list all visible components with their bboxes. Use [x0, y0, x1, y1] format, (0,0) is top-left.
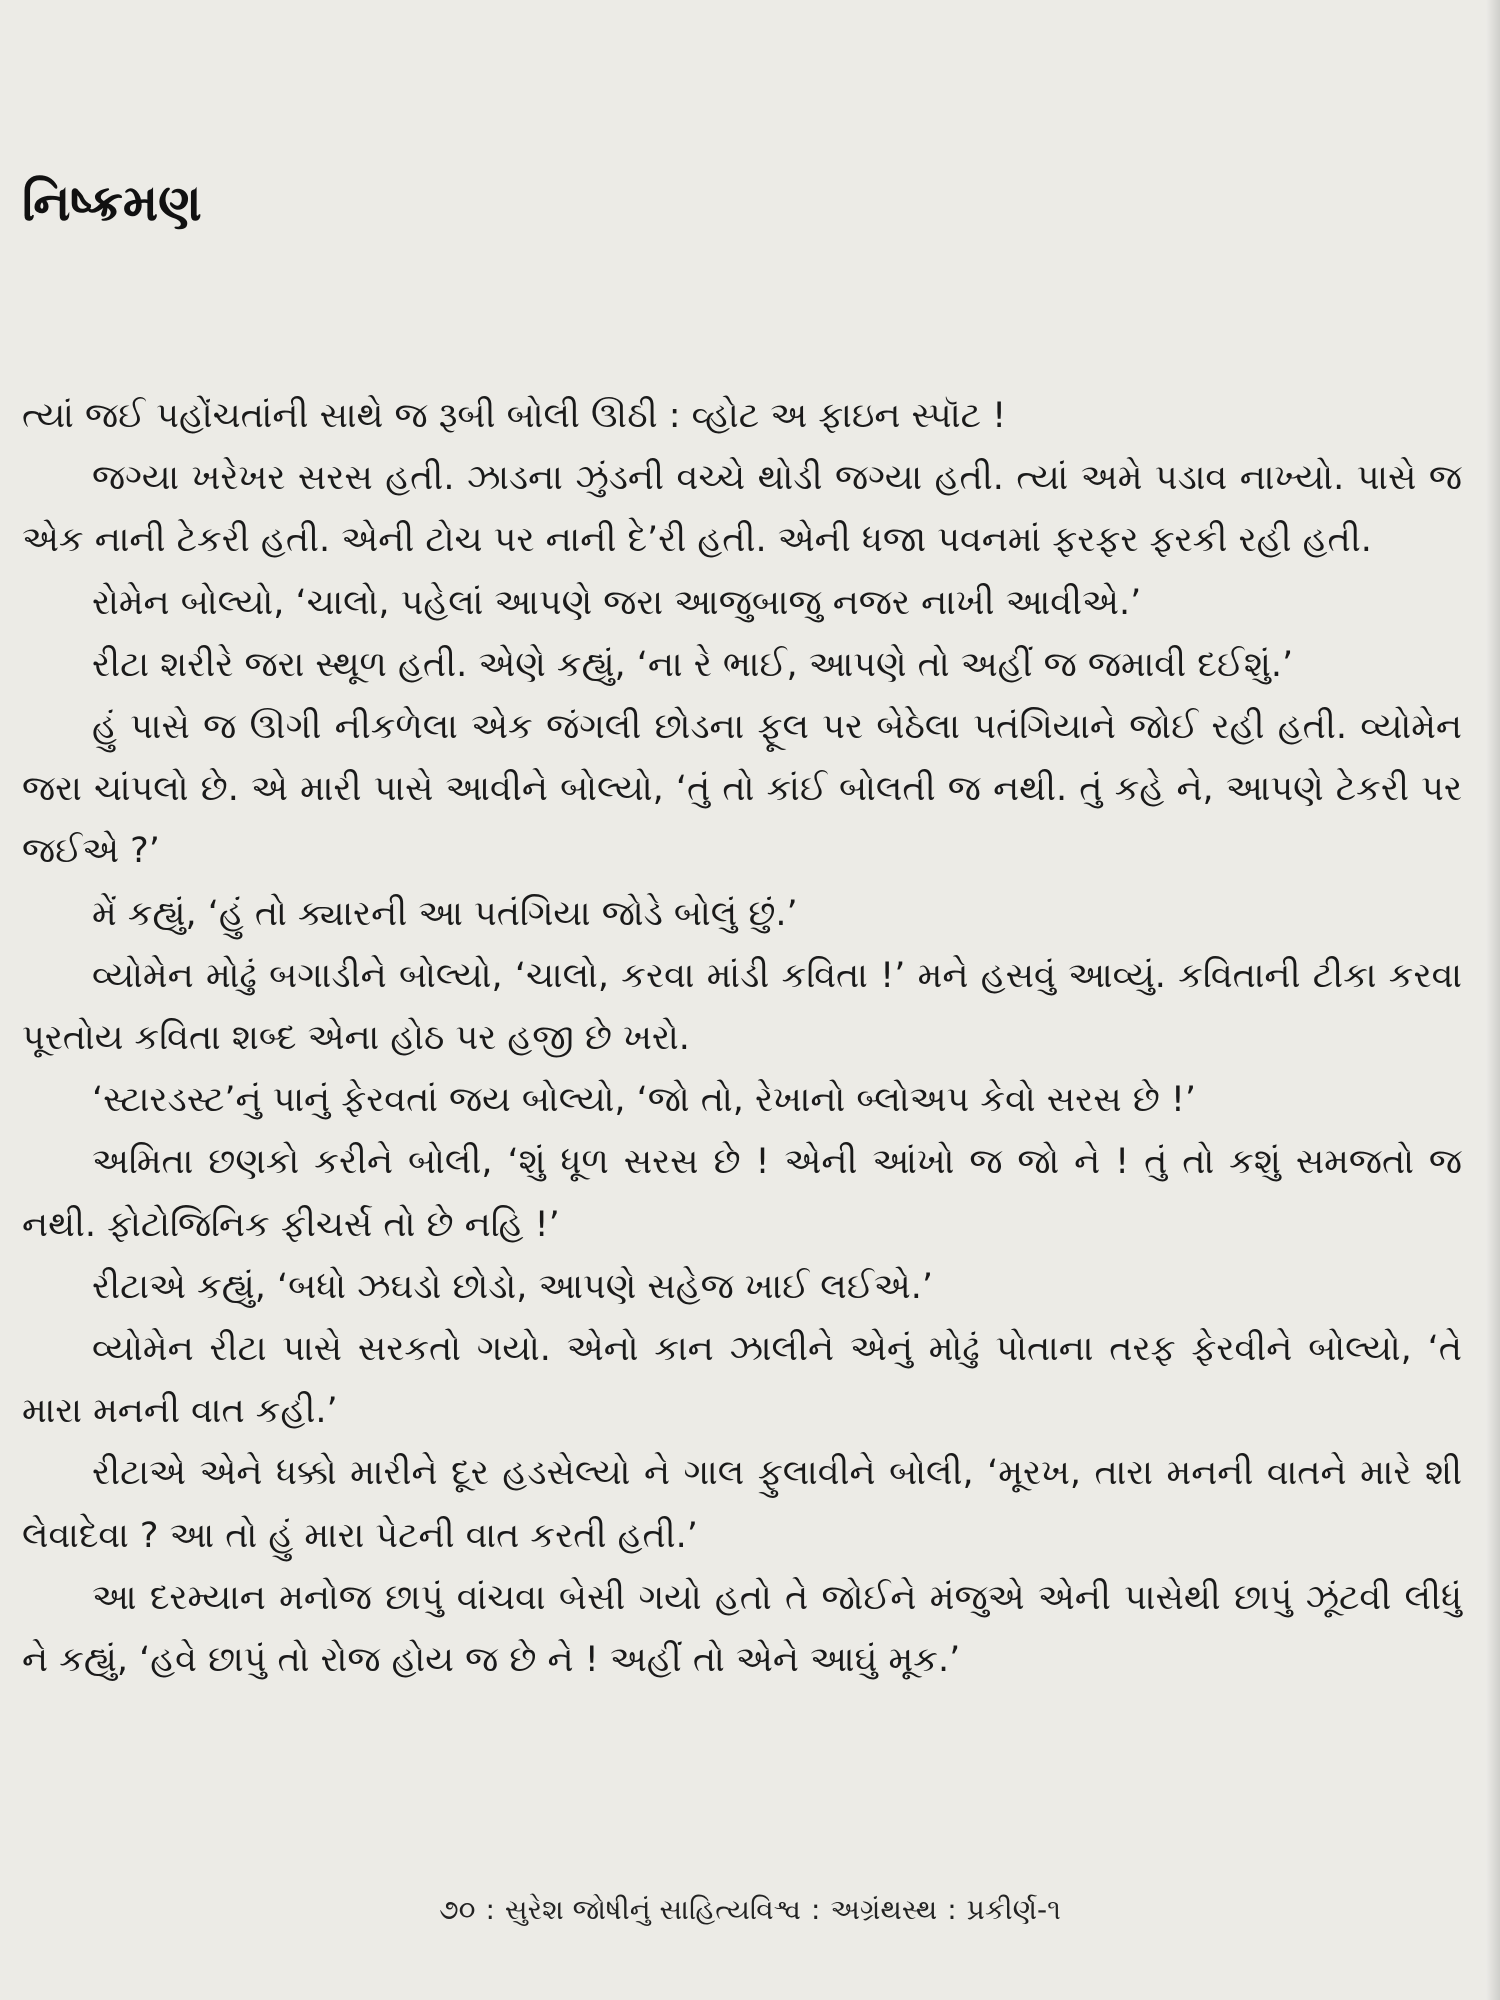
paragraph: વ્યોમેન રીટા પાસે સરકતો ગયો. એનો કાન ઝાલીને એનું મોઢું પોતાના તરફ ફેરવીને બોલ્યો, ‘તે મારા મનની વાત કહી.’ — [22, 1329, 1462, 1432]
paragraph: રોમેન બોલ્યો, ‘ચાલો, પહેલાં આપણે જરા આજુબાજુ નજર નાખી આવીએ.’ — [92, 582, 1142, 623]
paragraph: રીટા શરીરે જરા સ્થૂળ હતી. એણે કહ્યું, ‘ના રે ભાઈ, આપણે તો અહીં જ જમાવી દઈશું.’ — [92, 644, 1294, 685]
book-title: સુરેશ જોષીનું સાહિત્યવિશ્વ — [504, 1893, 801, 1926]
story-body — [22, 385, 1462, 1691]
volume-name: અગ્રંથસ્થ — [830, 1893, 938, 1926]
page-footer — [0, 1890, 1500, 1930]
paragraph: રીટાએ કહ્યું, ‘બધો ઝઘડો છોડો, આપણે સહેજ ખાઈ લઈએ.’ — [92, 1266, 933, 1307]
section-name: પ્રકીર્ણ-૧ — [966, 1893, 1061, 1926]
paragraph: અમિતા છણકો કરીને બોલી, ‘શું ધૂળ સરસ છે ! એની આંખો જ જો ને ! તું તો કશું સમજતો જ નથી. ફોટોજિનિક ફીચર્સ તો છે નહિ !’ — [22, 1142, 1462, 1245]
paragraph: હું પાસે જ ઊગી નીકળેલા એક જંગલી છોડના ફૂલ પર બેઠેલા પતંગિયાને જોઈ રહી હતી. વ્યોમેન જરા ચાંપલો છે. એ મારી પાસે આવીને બોલ્યો, ‘તું તો કાંઈ બોલતી જ નથી. તું કહે ને, આપણે ટેકરી પર જઈએ ?’ — [22, 707, 1462, 872]
paragraph: ‘સ્ટારડસ્ટ’નું પાનું ફેરવતાં જય બોલ્યો, ‘જો તો, રેખાનો બ્લોઅપ કેવો સરસ છે !’ — [92, 1080, 1197, 1121]
footer-separator: : — [947, 1893, 957, 1926]
paragraph: જગ્યા ખરેખર સરસ હતી. ઝાડના ઝુંડની વચ્ચે થોડી જગ્યા હતી. ત્યાં અમે પડાવ નાખ્યો. પાસે જ એક નાની ટેકરી હતી. એની ટોચ પર નાની દે’રી હતી. એની ધજા પવનમાં ફરફર ફરકી રહી હતી. — [22, 458, 1462, 561]
paragraph: રીટાએ એને ધક્કો મારીને દૂર હડસેલ્યો ને ગાલ ફુલાવીને બોલી, ‘મૂરખ, તારા મનની વાતને મારે શી લેવાદેવા ? આ તો હું મારા પેટની વાત કરતી હતી.’ — [22, 1453, 1462, 1556]
paragraph: મેં કહ્યું, ‘હું તો ક્યારની આ પતંગિયા જોડે બોલું છું.’ — [92, 893, 798, 934]
footer-separator: : — [485, 1893, 495, 1926]
footer-separator: : — [810, 1893, 821, 1926]
page-edge-shadow — [1486, 0, 1500, 2000]
page-number: ૭૦ — [439, 1893, 476, 1926]
paragraph: વ્યોમેન મોઢું બગાડીને બોલ્યો, ‘ચાલો, કરવા માંડી કવિતા !’ મને હસવું આવ્યું. કવિતાની ટીકા કરવા પૂરતોય કવિતા શબ્દ એના હોઠ પર હજી છે ખરો. — [22, 955, 1462, 1059]
paragraph: ત્યાં જઈ પહોંચતાંની સાથે જ રૂબી બોલી ઊઠી : વ્હોટ અ ફાઇન સ્પૉટ ! — [22, 396, 1007, 436]
story-title: નિષ્ક્રમણ — [22, 174, 202, 232]
paragraph: આ દરમ્યાન મનોજ છાપું વાંચવા બેસી ગયો હતો તે જોઈને મંજુએ એની પાસેથી છાપું ઝૂંટવી લીધું ને કહ્યું, ‘હવે છાપું તો રોજ હોય જ છે ને ! અહીં તો એને આઘું મૂક.’ — [22, 1577, 1462, 1681]
show-through-texture — [0, 0, 1500, 300]
